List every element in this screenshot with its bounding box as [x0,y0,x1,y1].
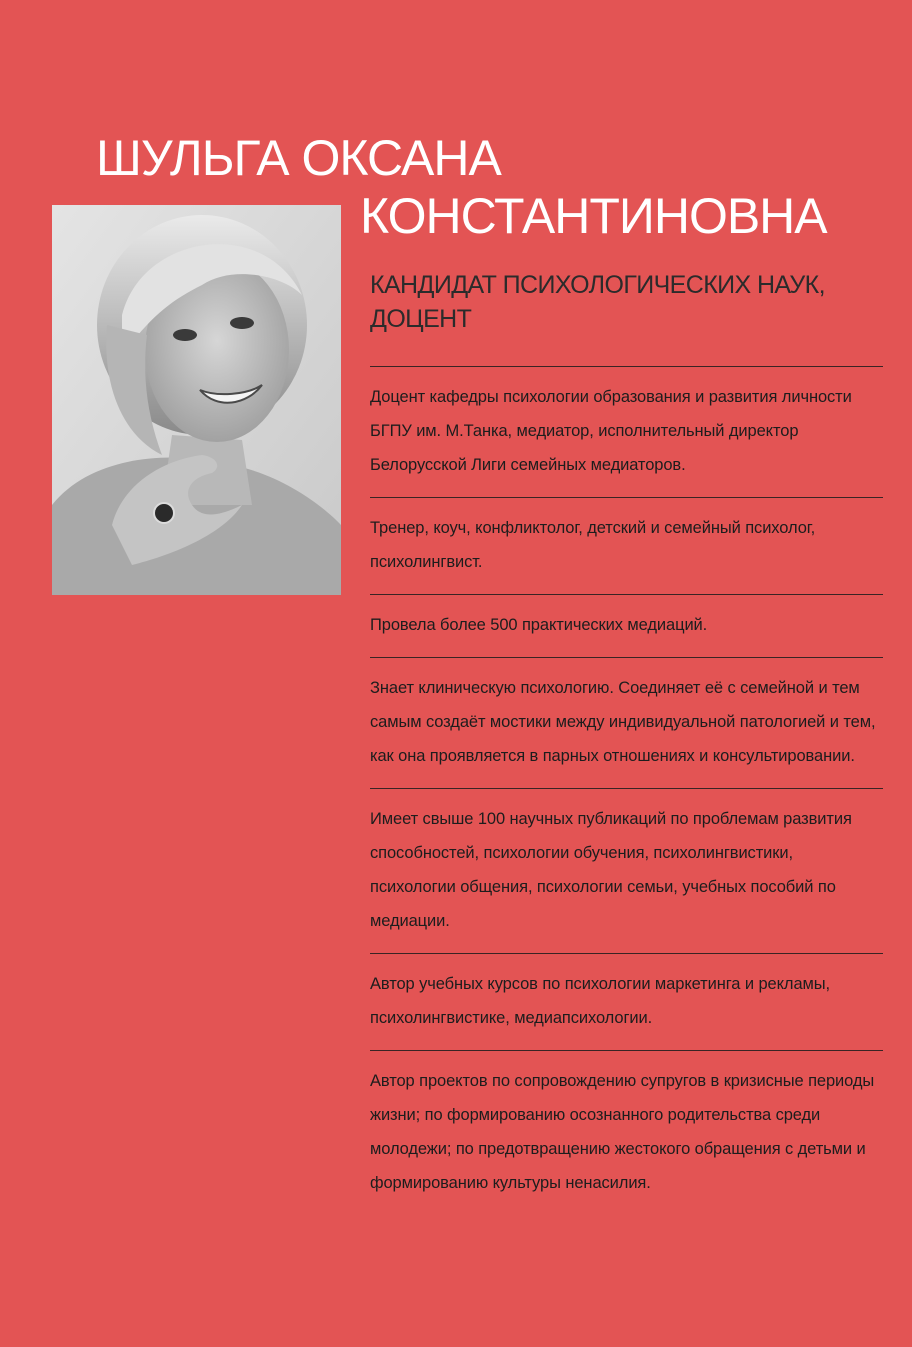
bio-section [370,1050,883,1215]
bio-section-text: Тренер, коуч, конфликтолог, детский и семейный психолог, психолингвист. [370,519,816,571]
academic-degree: КАНДИДАТ ПСИХОЛОГИЧЕСКИХ НАУК, ДОЦЕНТ [370,271,825,333]
bio-section-text: Доцент кафедры психологии образования и развития личности БГПУ им. М.Танка, медиатор, исполнительный директор Белорусской Лиги семейных медиаторов. [370,388,852,474]
bio-section-text: Имеет свыше 100 научных публикаций по проблемам развития способностей, психологии обучения, психолингвистики, психологии общения, психологии семьи, учебных пособий по медиации. [370,810,852,930]
bio-section-text: Автор проектов по сопровождению супругов в кризисные периоды жизни; по формированию осознанного родительства среди молодежи; по предотвращению жестокого обращения с детьми и формированию культуры ненасилия. [370,1072,875,1192]
bio-section [370,788,883,953]
bio-section [370,366,883,497]
name-first-line: ШУЛЬГА ОКСАНА [96,130,501,186]
name-second-line: КОНСТАНТИНОВНА [360,188,827,244]
bio-section [370,657,883,788]
bio-section-text: Провела более 500 практических медиаций. [370,616,708,634]
bio-sections [370,366,883,1215]
bio-section [370,497,883,594]
portrait-photo [52,205,341,595]
bio-section [370,953,883,1050]
portrait-icon [52,205,341,595]
bio-section [370,594,883,657]
bio-section-text: Автор учебных курсов по психологии маркетинга и рекламы, психолингвистике, медиапсихологии. [370,975,831,1027]
bio-section-text: Знает клиническую психологию. Соединяет её с семейной и тем самым создаёт мостики между индивидуальной патологией и тем, как она проявляется в парных отношениях и консультировании. [370,679,876,765]
